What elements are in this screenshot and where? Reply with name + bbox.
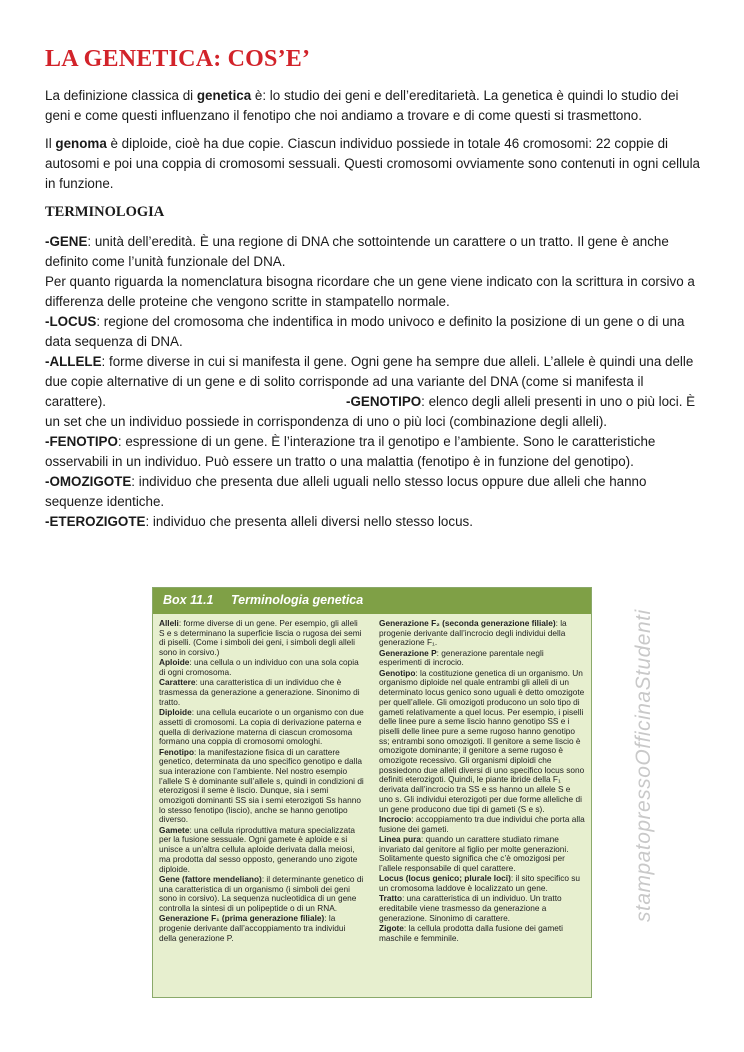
term-label: -GENE (45, 234, 88, 249)
box-header (153, 588, 591, 614)
term-definition: : forme diverse in cui si manifesta il gene. Ogni gene ha sempre due alleli. L’allele è quindi una delle due copie alternative di un gene e di solito corrisponde ad una variante del DNA (come si manifesta il carattere). (45, 354, 694, 409)
box-entry-text: : il determinante genetico di una caratteristica di un organismo (i simboli dei geni sono in corsivo). La sequenza nucleotidica di un gene controlla la sintesi di un polipeptide o di un RNA. (159, 873, 364, 913)
box-entry-term: Zigote (379, 922, 404, 933)
box-title: Terminologia genetica (231, 593, 364, 607)
box-entry (159, 914, 365, 943)
box-entry-text: : una caratteristica di un individuo che è trasmessa da generazione a generazione. Sinonimo di tratto. (159, 677, 360, 707)
box-entry-term: Generazione F₁ (prima generazione filiale) (159, 913, 325, 924)
intro-text: è: lo studio dei geni e dell’ereditarietà. La genetica è quindi lo studio dei geni e come questi influenzano il fenotipo che noi andiamo a trovare e di come questi si trasmettono. (45, 88, 679, 123)
section-heading-terminologia: TERMINOLOGIA (45, 204, 165, 220)
box-entry (159, 826, 365, 875)
term-definition: : individuo che presenta alleli diversi nello stesso locus. (145, 514, 473, 529)
term-label: -LOCUS (45, 314, 97, 329)
box-entry-term: Alleli (159, 618, 179, 628)
box-entry (379, 924, 585, 943)
box-entry-term: Incrocio (379, 813, 412, 824)
box-entry (379, 874, 585, 893)
box-entry-text: : la progenie derivante dall’incrocio degli individui della generazione F₁. (379, 618, 567, 648)
intro-text: è diploide, cioè ha due copie. Ciascun individuo possiede in totale 46 cromosomi: 22 coppie di autosomi e poi una coppia di cromosomi sessuali. Questi cromosomi ovviamente sono contenuti in ogni cellula in funzione. (45, 136, 700, 191)
box-entry-text: : la progenie derivante dall’accoppiamento tra individui della generazione P. (159, 913, 346, 943)
watermark: stampatopressoOfficinaStudenti (632, 609, 655, 922)
term-eterozigote (45, 512, 705, 532)
box-entry-text: : quando un carattere studiato rimane invariato dal genitore al figlio per molte generazioni. Solitamente questo significa che c’è omozigosi per l’allele responsabile di quel carattere. (379, 833, 569, 873)
box-entry (379, 649, 585, 668)
box-entry (159, 748, 365, 826)
intro-paragraph-genoma (45, 134, 705, 194)
box-entry-text: : la cellula prodotta dalla fusione dei gameti maschile e femminile. (379, 922, 564, 943)
box-entry (159, 619, 365, 658)
box-entry-text: : la costituzione genetica di un organismo. Un organismo diploide nel quale entrambi gli alleli di un determinato locus genico sono uguali è detto omozigote per quell’allele. Gli omozigoti producono un solo tipo di gameti relativamente a quel locus. Per esempio, i piselli delle linee pure a seme liscio hanno genotipo SS e i piselli delle linee pure a seme rugoso hanno genotipo ss; entrambi sono omozigoti. Il genitore a seme liscio è omozigote dominante; il genitore a seme rugoso è omozigote recessivo. Gli organismi diploidi che possiedono due alleli diversi di uno specifico locus sono definiti eterozigoti. Quindi, le piante ibride della F₁ derivata dall’incrocio tra SS e ss hanno un allele S e uno s. Gli individui eterozigoti per due forme alleliche di un gene producono due tipi di gameti (S e s). (379, 667, 585, 814)
intro-text: La definizione classica di (45, 88, 197, 103)
term-label-genotipo: -GENOTIPO (346, 394, 422, 409)
term-definition: : individuo che presenta due alleli uguali nello stesso locus oppure due alleli che hanno sequenze identiche. (45, 474, 647, 509)
term-label: -OMOZIGOTE (45, 474, 132, 489)
box-entry-term: Aploide (159, 657, 190, 668)
box-right-column (379, 619, 585, 944)
box-entry-text: : il sito specifico su un cromosoma laddove è localizzato un gene. (379, 873, 581, 893)
term-label: -FENOTIPO (45, 434, 118, 449)
box-entry (379, 815, 585, 834)
term-omozigote (45, 472, 705, 512)
box-entry-term: Gene (fattore mendeliano) (159, 873, 262, 884)
box-entry (379, 835, 585, 874)
term-allele (45, 352, 705, 432)
box-entry-text: : generazione parentale negli esperimenti di incrocio. (379, 647, 544, 668)
term-definition: : regione del cromosoma che indentifica in modo univoco e definito la posizione di un gene o di una data sequenza di DNA. (45, 314, 685, 349)
term-definition: : unità dell’eredità. È una regione di DNA che sottointende un carattere o un tratto. Il gene è anche definito come l’unità funzionale del DNA. (45, 234, 669, 269)
box-number: Box 11.1 (163, 593, 214, 607)
box-entry-term: Locus (locus genico; plurale loci) (379, 873, 511, 884)
box-entry-term: Generazione F₂ (seconda generazione filiale) (379, 618, 556, 628)
box-entry-text: : accoppiamento tra due individui che porta alla fusione dei gameti. (379, 813, 585, 834)
term-definition: : espressione di un gene. È l’interazione tra il genotipo e l’ambiente. Sono le caratteristiche osservabili in un individuo. Può essere un tratto o una malattia (fenotipo è in funzione del genotipo). (45, 434, 656, 469)
box-entry-text: : una cellula riproduttiva matura specializzata per la fusione sessuale. Ogni gamete è aploide e si unisce a un’altra cellula aploide derivata dalla meiosi, ma prodotta dal sesso opposto, generando uno zigote diploide. (159, 824, 358, 874)
intro-paragraph-genetica (45, 86, 705, 126)
box-entry (159, 708, 365, 747)
terminology-list (45, 232, 705, 532)
intro-text: Il (45, 136, 56, 151)
box-entry-term: Tratto (379, 893, 403, 904)
box-entry-text: : la manifestazione fisica di un carattere genetico, determinata da uno specifico genotipo e dalla sua interazione con l’ambiente. Nel nostro esempio l’allele S è dominante sull’allele s, quindi in condizioni di eterozigosi il seme è liscio. Dunque, sia i semi omozigoti dominanti SS sia i semi eterozigoti Ss hanno lo stesso fenotipo (liscio), anche se hanno genotipo diverso. (159, 746, 364, 825)
terminology-box-figure (152, 587, 592, 998)
term-genoma: genoma (55, 136, 107, 151)
box-entry (379, 669, 585, 815)
term-fenotipo (45, 432, 705, 472)
box-entry-text: : una caratteristica di un individuo. Un tratto ereditabile viene trasmesso da generazione a generazione. Sinonimo di carattere. (379, 893, 562, 923)
box-entry-term: Gamete (159, 824, 190, 835)
box-entry-term: Carattere (159, 677, 196, 688)
box-entry (159, 875, 365, 914)
box-entry-term: Generazione P (379, 647, 437, 658)
box-left-column (159, 619, 365, 944)
box-entry (379, 619, 585, 648)
term-label: -ETEROZIGOTE (45, 514, 146, 529)
box-entry-term: Linea pura (379, 833, 421, 844)
box-entry (159, 678, 365, 707)
box-entry (159, 658, 365, 677)
term-gene (45, 232, 705, 272)
term-definition-genotipo: : elenco degli alleli presenti in uno o più loci. È un set che un individuo possiede in corrispondenza di uno o più loci (combinazione degli alleli). (45, 394, 696, 429)
term-locus (45, 312, 705, 352)
box-entry-text: : una cellula o un individuo con una sola copia di ogni cromosoma. (159, 657, 359, 678)
nomenclature-note: Per quanto riguarda la nomenclatura bisogna ricordare che un gene viene indicato con la scrittura in corsivo a differenza delle proteine che vengono scritte in stampatello normale. (45, 274, 695, 309)
box-entry-term: Fenotipo (159, 746, 195, 757)
box-entry-text: : una cellula eucariote o un organismo con due assetti di cromosomi. La copia di derivazione paterna e quella di derivazione materna di ciascun cromosoma formano una coppia di cromosomi omologhi. (159, 707, 364, 747)
box-entry-text: : forme diverse di un gene. Per esempio, gli alleli S e s determinano la superficie liscia o rugosa dei semi di piselli. (Come i simboli dei geni, i simboli degli alleli sono in corsivo.) (159, 618, 362, 658)
box-entry-term: Genotipo (379, 667, 416, 678)
box-entry-term: Diploide (159, 707, 192, 718)
term-label: -ALLELE (45, 354, 102, 369)
page-title: LA GENETICA: COS’E’ (45, 46, 311, 72)
term-genetica: genetica (196, 88, 252, 103)
box-entry (379, 894, 585, 923)
